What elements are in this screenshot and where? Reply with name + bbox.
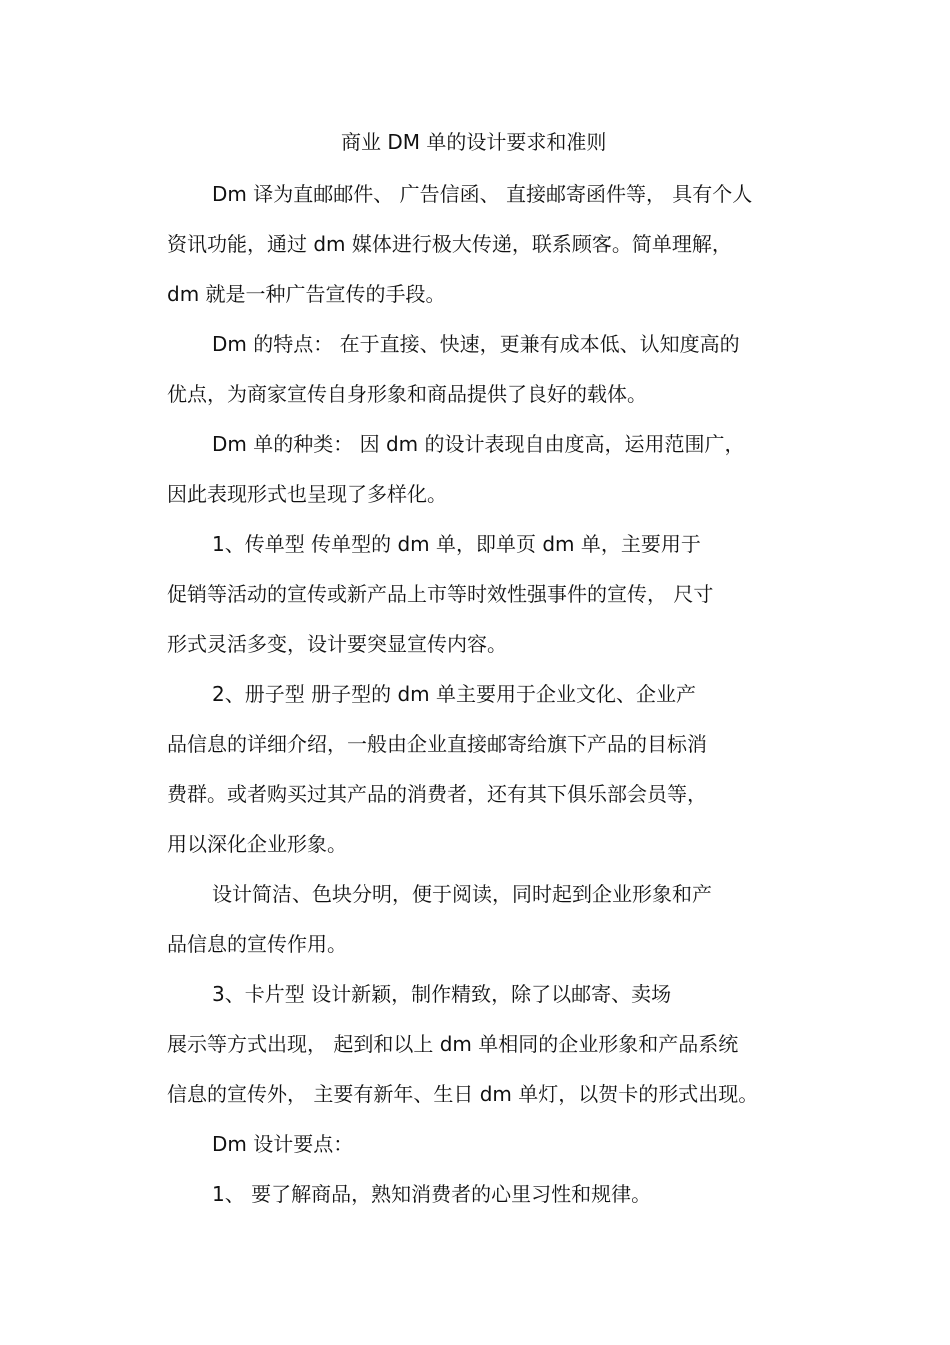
paragraph-line: 1、 要了解商品，熟知消费者的心里习性和规律。 <box>212 1182 652 1206</box>
paragraph-line: 用以深化企业形象。 <box>167 832 347 856</box>
paragraph-line: dm 就是一种广告宣传的手段。 <box>167 282 446 306</box>
paragraph-line: 信息的宣传外， 主要有新年、生日 dm 单灯，以贺卡的形式出现。 <box>167 1082 759 1106</box>
paragraph-line: 3、卡片型 设计新颖，制作精致，除了以邮寄、卖场 <box>212 982 672 1006</box>
paragraph-line: 资讯功能，通过 dm 媒体进行极大传递，联系顾客。简单理解， <box>167 232 732 256</box>
paragraph-line: 1、传单型 传单型的 dm 单，即单页 dm 单，主要用于 <box>212 532 701 556</box>
paragraph-line: Dm 的特点： 在于直接、快速，更兼有成本低、认知度高的 <box>212 332 740 356</box>
document-title: 商业 DM 单的设计要求和准则 <box>341 130 607 154</box>
paragraph-line: 设计简洁、色块分明，便于阅读，同时起到企业形象和产 <box>212 882 712 906</box>
paragraph-line: Dm 译为直邮邮件、 广告信函、 直接邮寄函件等， 具有个人 <box>212 182 753 206</box>
paragraph-line: 费群。或者购买过其产品的消费者，还有其下俱乐部会员等， <box>167 782 707 806</box>
paragraph-line: 展示等方式出现， 起到和以上 dm 单相同的企业形象和产品系统 <box>167 1032 739 1056</box>
paragraph-line: Dm 单的种类： 因 dm 的设计表现自由度高，运用范围广， <box>212 432 745 456</box>
paragraph-line: 品信息的详细介绍，一般由企业直接邮寄给旗下产品的目标消 <box>167 732 707 756</box>
paragraph-line: 2、册子型 册子型的 dm 单主要用于企业文化、企业产 <box>212 682 696 706</box>
paragraph-line: 品信息的宣传作用。 <box>167 932 347 956</box>
paragraph-line: 促销等活动的宣传或新产品上市等时效性强事件的宣传， 尺寸 <box>167 582 714 606</box>
paragraph-line: 形式灵活多变，设计要突显宣传内容。 <box>167 632 507 656</box>
paragraph-line: 优点，为商家宣传自身形象和商品提供了良好的载体。 <box>167 382 647 406</box>
paragraph-line: Dm 设计要点： <box>212 1132 354 1156</box>
paragraph-line: 因此表现形式也呈现了多样化。 <box>167 482 447 506</box>
